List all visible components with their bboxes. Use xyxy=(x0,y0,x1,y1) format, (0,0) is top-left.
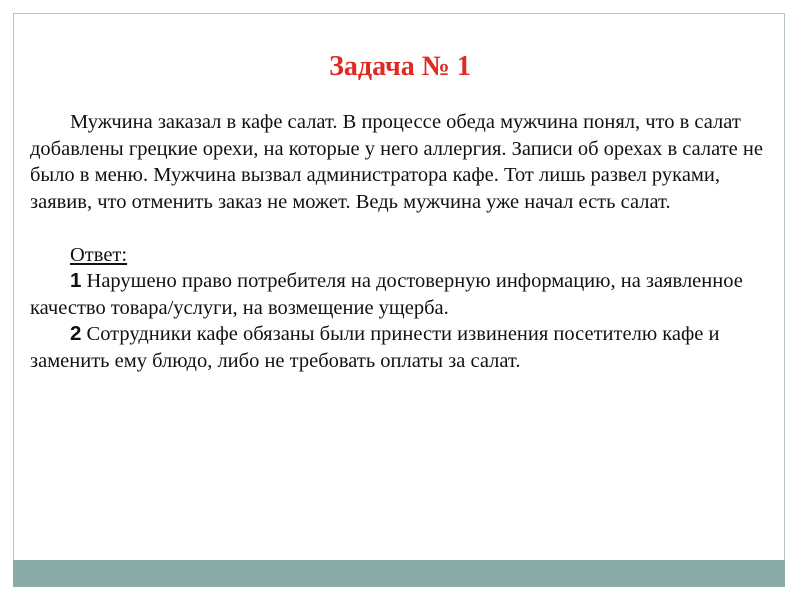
problem-text: Мужчина заказал в кафе салат. В процессе обеда мужчина понял, что в салат добавлены грецкие орехи, на которые у него аллергия. Записи об орехах в салате не было в меню. Мужчина вызвал администратора кафе. Тот лишь развел руками, заявив, что отменить заказ не может. Ведь мужчина уже начал есть салат. xyxy=(30,111,763,213)
bottom-bar xyxy=(13,560,785,587)
answer-text-1: Нарушено право потребителя на достоверную информацию, на заявленное качество товара/услуги, на возмещение ущерба. xyxy=(30,270,743,319)
slide-body xyxy=(30,109,782,374)
answer-number-1: 1 xyxy=(70,269,82,292)
answer-item-1 xyxy=(30,268,782,321)
answer-text-2: Сотрудники кафе обязаны были принести извинения посетителю кафе и заменить ему блюдо, либо не требовать оплаты за салат. xyxy=(30,323,720,372)
slide-title: Задача № 1 xyxy=(329,51,471,82)
answer-label xyxy=(30,242,782,269)
answer-number-2: 2 xyxy=(70,322,82,345)
paragraph-gap xyxy=(30,215,782,242)
answer-item-2 xyxy=(30,321,782,374)
answer-label-text: Ответ: xyxy=(70,243,128,266)
